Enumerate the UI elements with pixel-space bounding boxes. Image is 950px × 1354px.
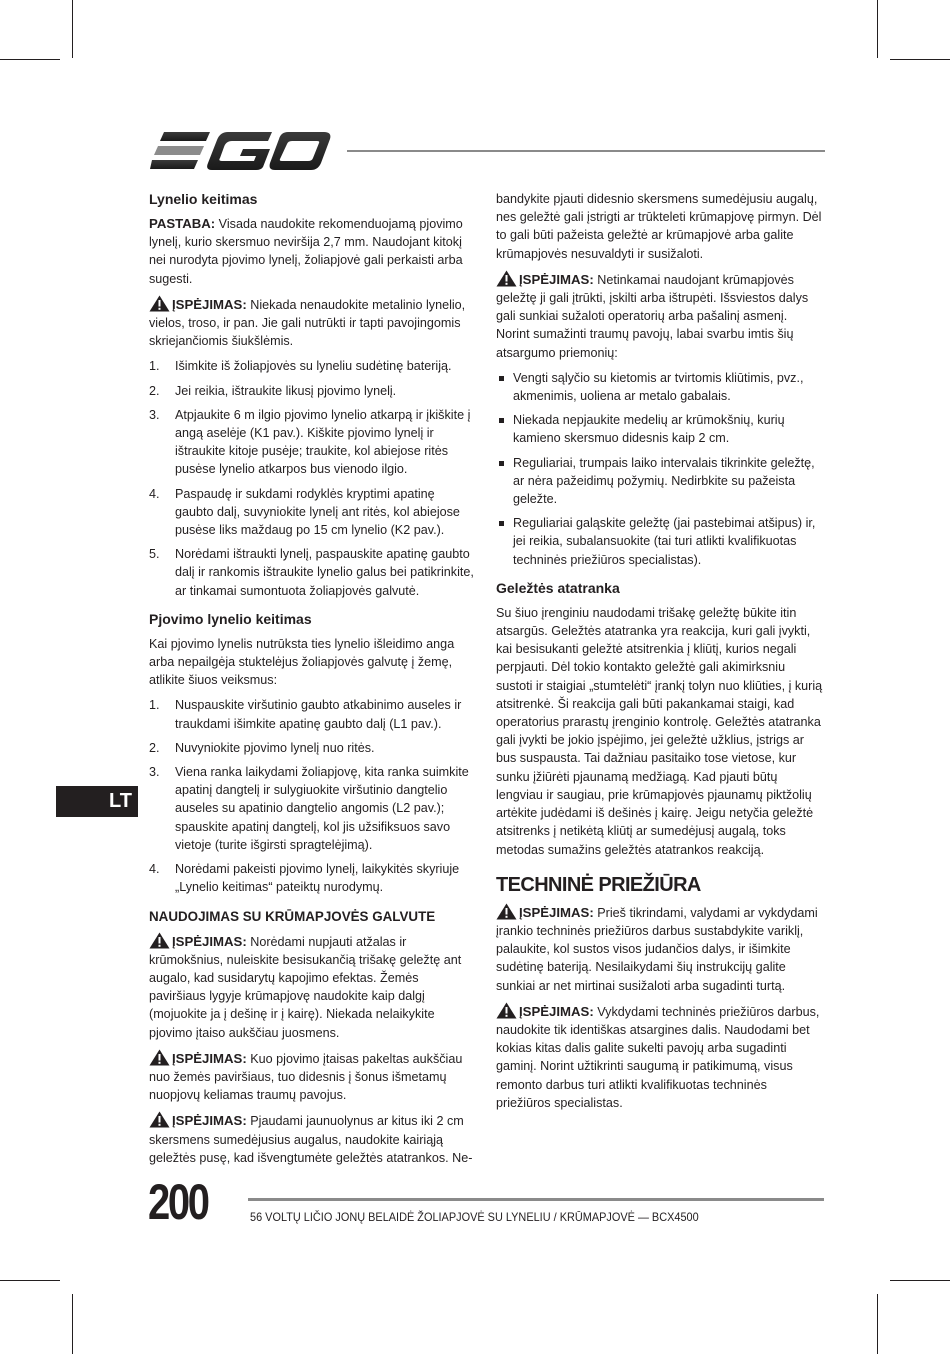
warning-label: ĮSPĖJIMAS:	[172, 1113, 247, 1129]
warning-paragraph	[149, 1111, 476, 1167]
warning-text: Pjaudami jaunuolynus ar kitus iki 2 cm skersmens sumedėjusius augalus, naudokite kairiąją geležtės pusę, kad išvengtumėte geležtės atatrankos. Ne-	[149, 1114, 473, 1165]
warning-label: ĮSPĖJIMAS:	[172, 296, 247, 312]
page-number: 200	[148, 1174, 208, 1230]
list-item	[496, 514, 824, 569]
language-tab	[56, 786, 138, 817]
warning-triangle-icon	[149, 1049, 170, 1066]
crop-mark	[877, 1294, 878, 1354]
square-bullet-icon	[499, 376, 504, 381]
warning-text: Prieš tikrindami, valydami ar vykdydami įrankio techninės priežiūros darbus sustabdykite variklį, palaukite, kol sustos visos judančios dalys, ir išimkite sudėtinę bateriją. Nesilaikydami šių instrukcijų galite sunkiai ar net mirtinai susižaloti arba sugadinti turtą.	[496, 905, 818, 993]
crop-mark	[0, 1280, 60, 1281]
step-number: 1.	[149, 698, 160, 713]
warning-text: Norėdami nupjauti atžalas ir krūmokšnius, nuleiskite besisukančią trišakę geležtę ant augalo, kad susidarytų kapojimo efektas. Žemės paviršiaus lygyje krūmapjovę naudokite kaip dalgį (mojuokite ja į dešinę ir į kairę). Niekada nelaikykite pjovimo įtaiso aukščiau juosmens.	[149, 934, 462, 1040]
list-item	[149, 763, 476, 854]
note-text: Visada naudokite rekomenduojamą pjovimo lynelį, kurio skersmuo neviršija 2,7 mm. Naudojant kitokį nei nurodyta pjovimo lynelį, žoliapjovė gali perkaisti arba sugesti.	[149, 217, 463, 286]
bullet-text: Reguliariai galąskite geležtę (jai pastebimai atšipus) ir, jei reikia, subalansuokite (tai turi atlikti kvalifikuotas techninės priežiūros specialistas).	[513, 516, 816, 567]
left-column	[149, 190, 476, 1174]
note-label: PASTABA:	[149, 216, 216, 231]
section-title: Pjovimo lynelio keitimas	[149, 610, 312, 627]
warning-text: Netinkamai naudojant krūmapjovės geležtę ji gali įtrūkti, įskilti arba ištrupėti. Išsviestos dalys gali sunkiai sužaloti operatorių arba pašalinį asmenį. Norint sumažinti traumų pavojų, labai svarbu imtis šių atsargumo priemonių:	[496, 272, 809, 360]
step-number: 2.	[149, 383, 160, 398]
warning-paragraph	[149, 295, 476, 351]
crop-mark	[890, 59, 950, 60]
list-item	[496, 369, 824, 405]
section-title: Lynelio keitimas	[149, 191, 258, 207]
intro-paragraph: Kai pjovimo lynelis nutrūksta ties lynelio išleidimo anga arba nepailgėja stuktelėjus žoliapjovės galvutę į žemę, atlikite šiuos veiksmus:	[149, 636, 455, 688]
bullet-text: Vengti sąlyčio su kietomis ar tvirtomis kliūtimis, pvz., akmenimis, uoliena ar metalo gabalais.	[513, 370, 804, 404]
square-bullet-icon	[499, 461, 504, 466]
warning-triangle-icon	[149, 295, 170, 312]
ego-logo	[150, 130, 332, 172]
footer-title: 56 VOLTŲ LIČIO JONŲ BELAIDĖ ŽOLIAPJOVĖ SU LYNELIU / KRŪMAPJOVĖ — BCX4500	[250, 1210, 699, 1224]
warning-label: ĮSPĖJIMAS:	[519, 271, 594, 287]
warning-label: ĮSPĖJIMAS:	[172, 933, 247, 949]
section-heading: TECHNINĖ PRIEŽIŪRA	[496, 873, 701, 896]
steps-list	[149, 696, 476, 896]
step-text: Atpjaukite 6 m ilgio pjovimo lynelio atkarpą ir įkiškite į angą aselėje (K1 pav.). Kiškite pjovimo lynelį ir ištraukite kitoje pusėje; traukite, kol abiejose ritės pusėse lynelio atkarpos bus vienodo ilgio.	[175, 407, 471, 477]
list-item	[149, 406, 476, 479]
section-title: Geležtės atatranka	[496, 579, 620, 596]
step-number: 4.	[149, 862, 160, 877]
warning-label: ĮSPĖJIMAS:	[519, 1003, 594, 1019]
crop-mark	[877, 0, 878, 58]
crop-mark	[72, 1294, 73, 1354]
step-text: Nuvyniokite pjovimo lynelį nuo ritės.	[175, 740, 375, 755]
list-item	[149, 485, 476, 540]
step-number: 2.	[149, 740, 160, 755]
continuation-paragraph: bandykite pjauti didesnio skersmens sumedėjusiu augalų, nes geležtė gali įstrigti ar trūkteleti krūmapjovę pirmyn. Dėl to gali būti pažeista geležtė ar krūmapjovė arba galite krūmapjovės nesuvaldyti ir susižaloti.	[496, 192, 822, 261]
note-paragraph	[149, 215, 476, 288]
step-text: Norėdami pakeisti pjovimo lynelį, laikykitės skyriuje „Lynelio keitimas“ pateiktų nurodymų.	[175, 862, 460, 895]
square-bullet-icon	[499, 418, 504, 423]
warning-paragraph	[496, 270, 824, 362]
step-text: Paspaudę ir sukdami rodyklės kryptimi apatinę gaubto dalį, suvyniokite lynelį ant ritės, kol abiejose pusėse liks maždaug po 15 cm lynelio (K2 pav.).	[175, 486, 460, 538]
list-item	[149, 382, 476, 400]
warning-triangle-icon	[496, 270, 517, 287]
step-number: 3.	[149, 765, 160, 780]
bullet-text: Niekada nepjaukite medelių ar krūmokšnių, kurių kamieno skersmuo didesnis kaip 2 cm.	[513, 413, 785, 446]
footer-rule	[248, 1198, 824, 1201]
crop-mark	[890, 1280, 950, 1281]
warning-triangle-icon	[149, 932, 170, 949]
right-column	[496, 190, 824, 1119]
warning-text: Niekada nenaudokite metalinio lynelio, vielos, troso, ir pan. Jie gali nutrūkti ir tapti pavojingomis skriejančiomis šiukšlėmis.	[149, 297, 466, 349]
warning-paragraph	[496, 903, 824, 995]
warning-label: ĮSPĖJIMAS:	[172, 1050, 247, 1066]
warning-text: Vykdydami techninės priežiūros darbus, naudokite tik identiškas atsargines dalis. Naudodami bet kokias kitas dalis galite sukelti pavojų arba sugadinti gaminį. Norint užtikrinti saugumą ir patikimumą, visus remonto darbus turi atlikti kvalifikuotas techninės priežiūros specialistas.	[496, 1004, 820, 1110]
list-item	[496, 454, 824, 509]
list-item	[149, 860, 476, 896]
section-title: NAUDOJIMAS SU KRŪMAPJOVĖS GALVUTE	[149, 908, 436, 924]
warning-label: ĮSPĖJIMAS:	[519, 904, 594, 920]
step-text: Išimkite iš žoliapjovės su lyneliu sudėtinę bateriją.	[175, 359, 452, 374]
step-text: Jei reikia, ištraukite likusį pjovimo lynelį.	[175, 383, 397, 398]
warning-triangle-icon	[149, 1111, 170, 1128]
bullet-list	[496, 369, 824, 569]
bullet-text: Reguliariai, trumpais laiko intervalais tikrinkite geležtę, ar nėra pažeidimų požymių. Nedirbkite su pažeista geležte.	[513, 455, 815, 507]
step-text: Viena ranka laikydami žoliapjovę, kita ranka suimkite apatinį dangtelį ir sulygiuokite viršutinio dangtelio auseles su apatinio dangtelio angomis (L2 pav.); spauskite apatinį dangtelį, kol jis užsifiksuos savo vietoje (turite išgirsti spragtelėjimą).	[175, 765, 469, 852]
step-number: 1.	[149, 359, 160, 374]
list-item	[149, 696, 476, 732]
step-number: 5.	[149, 547, 160, 562]
crop-mark	[72, 0, 73, 58]
list-item	[149, 357, 476, 375]
step-text: Norėdami ištraukti lynelį, paspauskite apatinę gaubto dalį ir rankomis ištraukite lynelio galus bei patikrinkite, ar tinkamai sumontuota žoliapjovės galvutė.	[175, 547, 474, 598]
warning-paragraph	[149, 1049, 476, 1105]
language-tab-label: LT	[109, 790, 132, 812]
header-rule	[347, 150, 825, 152]
step-text: Nuspauskite viršutinio gaubto atkabinimo auseles ir traukdami išimkite apatinę gaubto dalį (L1 pav.).	[175, 698, 462, 731]
step-number: 3.	[149, 407, 160, 422]
step-number: 4.	[149, 486, 160, 501]
kickback-paragraph: Su šiuo įrenginiu naudodami trišakę geležtę būkite itin atsargūs. Geležtės atatranka yra reakcija, kuri gali įvykti, kai besisukanti geležtė atsitrenkia į kliūtį, kurios negali perpjauti. Dėl tokio kontakto geležtė gali akimirksniu sustoti ir staigiai „stumtelėti“ įrankį tolyn nuo kliūties, į kurią atsitrenkė. Ši reakcija gali būti pakankamai staigi, kad operatorius prarastų įrenginio kontrolę. Geležtės atatranka gali įvykti be jokio įspėjimo, jei geležtė užklius, įstrigs ar bus suspausta. Tai dažniau pasitaiko tose vietose, kur sunku įžiūrėti pjaunamą medžiagą. Kad pjauti būtų lengviau ir saugiau, prie krūmapjovės pjaunamų piktžolių artėkite judėdami iš dešinės į kairę. Jeigu netyčia geležtė atsitrenks į netikėtą kliūtį ar sumedėjusį augalą, toks metodas sumažins geležtės atatrankos reakciją.	[496, 605, 823, 857]
warning-text: Kuo pjovimo įtaisas pakeltas aukščiau nuo žemės paviršiaus, tuo didesnis į šonus išmetamų nuopjovų keliamas traumų pavojus.	[149, 1051, 463, 1103]
square-bullet-icon	[499, 521, 504, 526]
warning-triangle-icon	[496, 903, 517, 920]
warning-triangle-icon	[496, 1002, 517, 1019]
steps-list	[149, 357, 476, 599]
list-item	[149, 739, 476, 757]
crop-mark	[0, 59, 60, 60]
list-item	[496, 411, 824, 447]
warning-paragraph	[149, 932, 476, 1042]
warning-paragraph	[496, 1002, 824, 1112]
list-item	[149, 545, 476, 600]
